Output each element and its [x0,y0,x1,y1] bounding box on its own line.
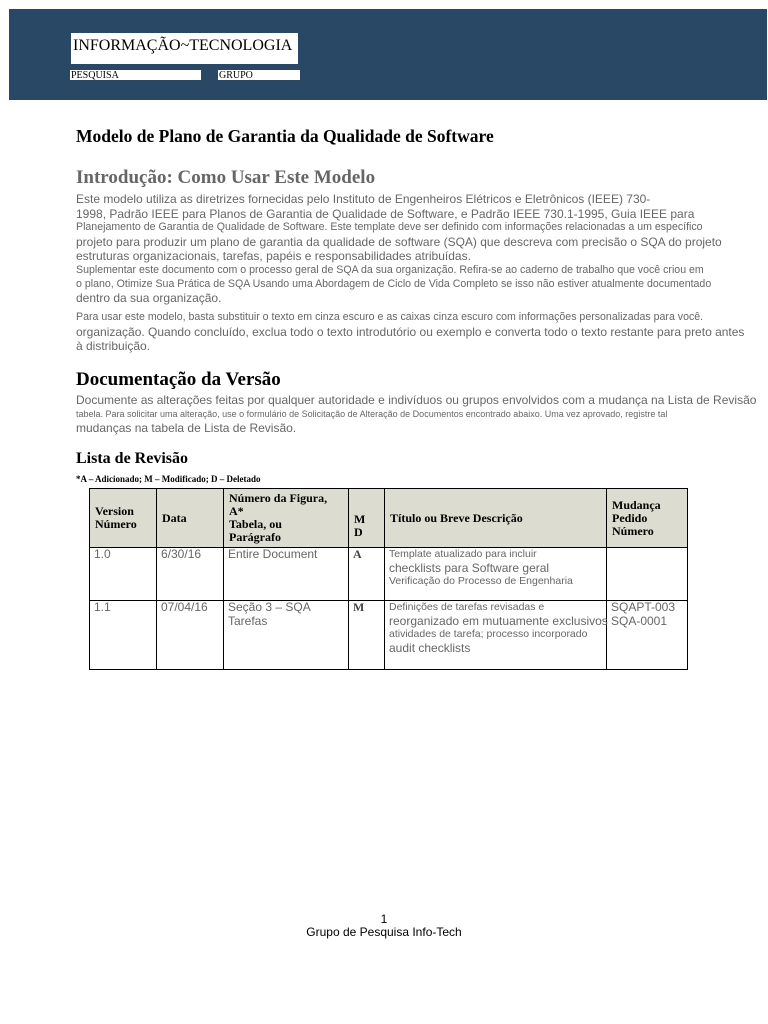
cell-request [607,548,688,601]
header-line: Número [612,523,654,538]
header-line: Version [95,504,134,518]
intro-line: o plano, Otimize Sua Prática de SQA Usando uma Abordagem de Ciclo de Vida Completo se isso não estiver atualmente documentado [76,277,712,290]
header-line: Tabela, ou [229,517,282,531]
header-line: Número da Figura, A* [229,491,328,518]
cell-version: 1.0 [90,548,157,601]
cell-version: 1.1 [90,601,157,670]
cell-figure: Entire Document [224,548,349,601]
intro-line: à distribuição. [76,339,151,353]
intro-line: Suplementar este documento com o processo geral de SQA da sua organização. Refira-se ao caderno de trabalho que você criou em [76,264,704,276]
header-line: Parágrafo [229,530,281,544]
intro-paragraph-1 [76,192,726,264]
version-line: tabela. Para solicitar uma alteração, use o formulário de Solicitação de Alteração de Documentos encontrado abaixo. Uma vez aprovado, registre tal [76,408,668,419]
desc-line: Template atualizado para incluir [389,548,537,560]
intro-line: Para usar este modelo, basta substituir o texto em cinza escuro e as caixas cinza escuro com informações personalizadas para você. [76,311,704,323]
intro-line: Planejamento de Garantia de Qualidade de Software. Este template deve ser definido com informações relacionadas a um específico [76,221,703,233]
brand-logo-text: INFORMAÇÃO~TECNOLOGIA [71,33,298,64]
table-row [90,601,688,670]
desc-line: audit checklists [389,640,471,655]
header-line: D [354,524,363,539]
desc-line: atividades de tarefa; processo incorporado [389,628,588,640]
intro-paragraph-2 [76,264,726,306]
intro-line: projeto para produzir um plano de garantia da qualidade de software (SQA) que descreva com precisão o SQA do projeto [76,234,722,249]
intro-line: 1998, Padrão IEEE para Planos de Garantia de Qualidade de Software, e Padrão IEEE 730.1-1995, Guia IEEE para [76,206,695,221]
header-line: M [354,511,366,526]
cell-date: 6/30/16 [157,548,224,601]
cell-md: M [349,601,385,670]
intro-paragraph-3 [76,311,745,354]
cell-request: SQAPT-003 SQA-0001 [607,601,688,670]
intro-line: Este modelo utiliza as diretrizes fornecidas pelo Instituto de Engenheiros Elétricos e Eletrônicos (IEEE) 730- [76,192,651,206]
cell-md: A [349,548,385,601]
intro-line: estruturas organizacionais, tarefas, papéis e responsabilidades atribuídas. [76,249,471,263]
header-title: Título ou Breve Descrição [385,489,607,548]
header-line: Mudança [612,497,661,512]
revision-list-heading: Lista de Revisão [76,450,188,467]
version-paragraph [76,393,757,435]
version-line: Documente as alterações feitas por qualquer autoridade e indivíduos ou grupos envolvidos com a mudança na Lista de Revisão [76,393,757,407]
header-line: Pedido [612,510,648,525]
header-line: Número [95,517,137,531]
document-title: Modelo de Plano de Garantia da Qualidade de Software [76,126,494,146]
version-line: mudanças na tabela de Lista de Revisão. [76,420,297,435]
footer-org: Grupo de Pesquisa Info-Tech [306,925,462,939]
nav-research-label[interactable]: PESQUISA [70,70,201,80]
version-heading: Documentação da Versão [76,369,281,390]
intro-line: organização. Quando concluído, exclua todo o texto introdutório ou exemplo e converta todo o texto restante para preto antes [76,324,745,339]
revision-legend: *A – Adicionado; M – Modificado; D – Deletado [76,474,261,484]
header-md [349,489,385,548]
table-header-row [90,489,688,548]
cell-date: 07/04/16 [157,601,224,670]
cell-figure: Seção 3 – SQA Tarefas [224,601,349,670]
header-request [607,489,688,548]
desc-line: checklists para Software geral [389,560,550,575]
header-version [90,489,157,548]
desc-line: reorganizado em mutuamente exclusivos [389,613,608,628]
intro-line: dentro da sua organização. [76,291,222,305]
desc-line: Definições de tarefas revisadas e [389,601,545,613]
header-date: Data [157,489,224,548]
page-number: 1 [380,912,388,926]
table-row [90,548,688,601]
desc-line: Verificação do Processo de Engenharia [389,575,573,587]
revision-table [89,488,688,670]
intro-heading: Introdução: Como Usar Este Modelo [76,167,376,188]
header-figure [224,489,349,548]
cell-description [385,548,607,601]
nav-group-label[interactable]: GRUPO [218,70,300,80]
cell-description [385,601,607,670]
